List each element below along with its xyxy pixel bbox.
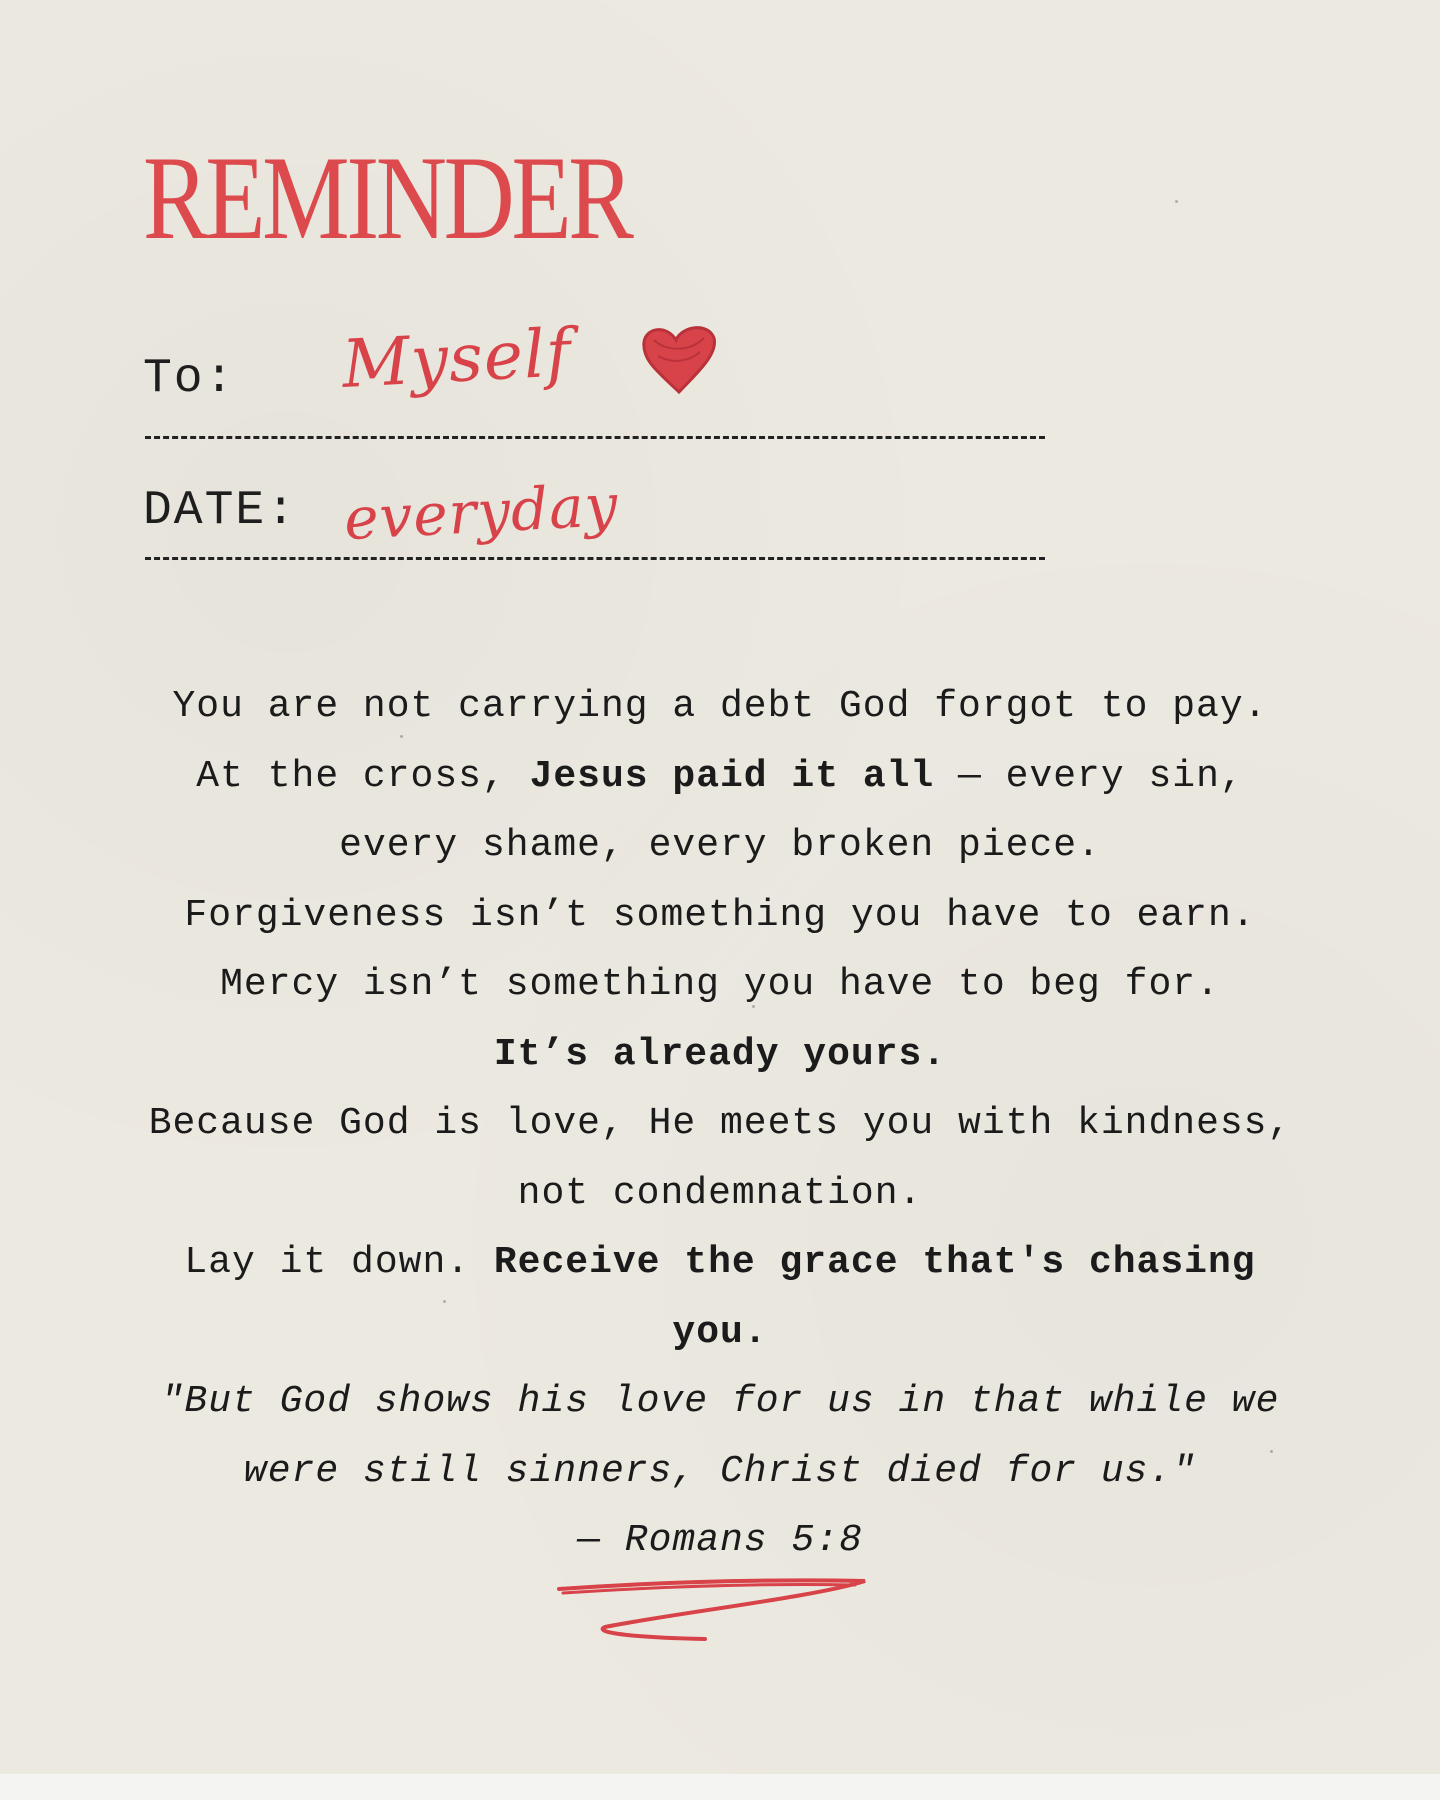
date-divider	[145, 557, 1045, 560]
date-label: DATE:	[143, 484, 298, 538]
message-line: Forgiveness isn’t something you have to earn.	[184, 893, 1256, 937]
date-value: everyday	[342, 470, 620, 554]
emphasis-text: Receive the grace that's chasing	[493, 1241, 1256, 1284]
message-line: Mercy isn’t something you have to beg for.	[220, 963, 1220, 1006]
bottom-strip	[0, 1774, 1440, 1800]
page-title: REMINDER	[143, 131, 631, 264]
to-divider	[145, 436, 1045, 439]
message-line: Because God is love, He meets you with kindness,	[148, 1102, 1292, 1145]
message-line: Lay it down. Receive the grace that's chasing	[184, 1241, 1256, 1284]
to-label: To:	[143, 352, 236, 406]
scripture-quote: were still sinners, Christ died for us."	[243, 1449, 1197, 1493]
message-line	[100, 1020, 1340, 1090]
scripture-reference: — Romans 5:8	[577, 1519, 863, 1562]
message-line: every shame, every broken piece.	[339, 824, 1101, 867]
message-line: not condemnation.	[517, 1171, 923, 1215]
to-value: Myself	[340, 314, 574, 403]
message-body	[100, 672, 1340, 1576]
underline-squiggle-icon	[555, 1575, 875, 1655]
emphasis-text: you.	[672, 1310, 768, 1354]
message-line: You are not carrying a debt God forgot to pay.	[172, 685, 1268, 728]
heart-icon	[638, 322, 720, 398]
emphasis-text: Jesus paid it all	[529, 754, 935, 798]
message-line	[100, 1298, 1340, 1368]
emphasis-text: It’s already yours.	[493, 1032, 947, 1076]
scripture-quote: "But God shows his love for us in that while we	[160, 1380, 1280, 1423]
message-line: At the cross, Jesus paid it all — every sin,	[196, 754, 1244, 798]
